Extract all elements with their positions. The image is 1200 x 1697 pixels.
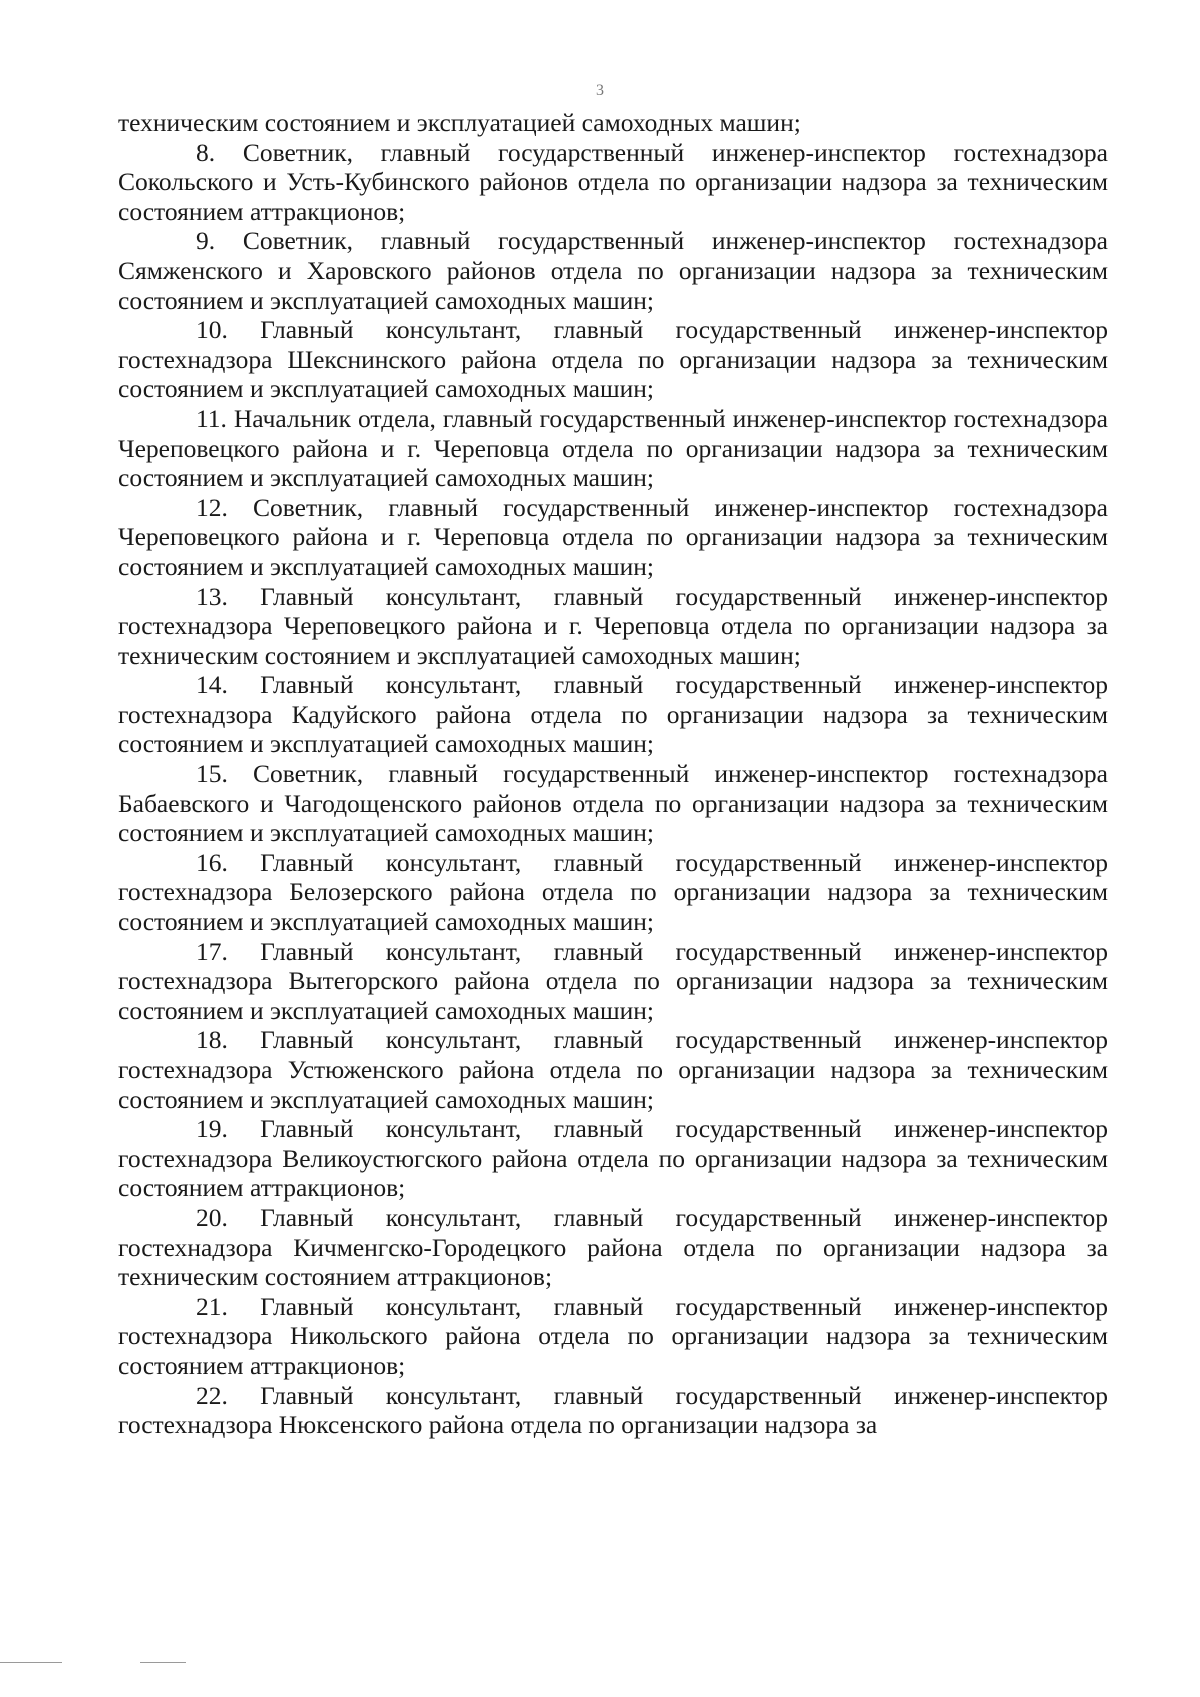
list-item-20: 20. Главный консультант, главный государственный инженер-инспектор гостехнадзора Кичменгско-Городецкого района отдела по организации надзора за техническим состоянием аттракционов;: [118, 1202, 1108, 1292]
document-body: [118, 108, 1108, 1440]
list-item-16: 16. Главный консультант, главный государственный инженер-инспектор гостехнадзора Белозерского района отдела по организации надзора за техническим состоянием и эксплуатацией самоходных машин;: [118, 847, 1108, 937]
list-item-13: 13. Главный консультант, главный государственный инженер-инспектор гостехнадзора Череповецкого района и г. Череповца отдела по организации надзора за техническим состоянием и эксплуатацией самоходных машин;: [118, 581, 1108, 670]
list-item-12: 12. Советник, главный государственный инженер-инспектор гостехнадзора Череповецкого района и г. Череповца отдела по организации надзора за техническим состоянием и эксплуатацией самоходных машин;: [118, 492, 1108, 581]
page-number: 3: [596, 82, 604, 99]
list-item-14: 14. Главный консультант, главный государственный инженер-инспектор гостехнадзора Кадуйского района отдела по организации надзора за техническим состоянием и эксплуатацией самоходных машин;: [118, 670, 1108, 759]
continuation-paragraph: техническим состоянием и эксплуатацией самоходных машин;: [118, 108, 801, 137]
footer-divider-right: [140, 1662, 186, 1663]
list-item-8: 8. Советник, главный государственный инженер-инспектор гостехнадзора Сокольского и Усть-Кубинского районов отдела по организации надзора за техническим состоянием аттракционов;: [118, 137, 1108, 226]
list-item-19: 19. Главный консультант, главный государственный инженер-инспектор гостехнадзора Великоустюгского района отдела по организации надзора за техническим состоянием аттракционов;: [118, 1114, 1108, 1203]
list-item-10: 10. Главный консультант, главный государственный инженер-инспектор гостехнадзора Шекснинского района отдела по организации надзора за техническим состоянием и эксплуатацией самоходных машин;: [118, 315, 1108, 404]
footer-divider-left: [0, 1662, 62, 1663]
list-item-9: 9. Советник, главный государственный инженер-инспектор гостехнадзора Сямженского и Харовского районов отдела по организации надзора за техническим состоянием и эксплуатацией самоходных машин;: [118, 226, 1108, 315]
list-item-22: 22. Главный консультант, главный государственный инженер-инспектор гостехнадзора Нюксенского района отдела по организации надзора за: [118, 1380, 1108, 1440]
list-item-18: 18. Главный консультант, главный государственный инженер-инспектор гостехнадзора Устюженского района отдела по организации надзора за техническим состоянием и эксплуатацией самоходных машин;: [118, 1025, 1108, 1114]
list-item-17: 17. Главный консультант, главный государственный инженер-инспектор гостехнадзора Вытегорского района отдела по организации надзора за техническим состоянием и эксплуатацией самоходных машин;: [118, 936, 1108, 1025]
list-item-11: 11. Начальник отдела, главный государственный инженер-инспектор гостехнадзора Череповецкого района и г. Череповца отдела по организации надзора за техническим состоянием и эксплуатацией самоходных машин;: [118, 403, 1108, 493]
list-item-21: 21. Главный консультант, главный государственный инженер-инспектор гостехнадзора Никольского района отдела по организации надзора за техническим состоянием аттракционов;: [118, 1291, 1108, 1380]
list-item-15: 15. Советник, главный государственный инженер-инспектор гостехнадзора Бабаевского и Чагодощенского районов отдела по организации надзора за техническим состоянием и эксплуатацией самоходных машин;: [118, 759, 1108, 848]
